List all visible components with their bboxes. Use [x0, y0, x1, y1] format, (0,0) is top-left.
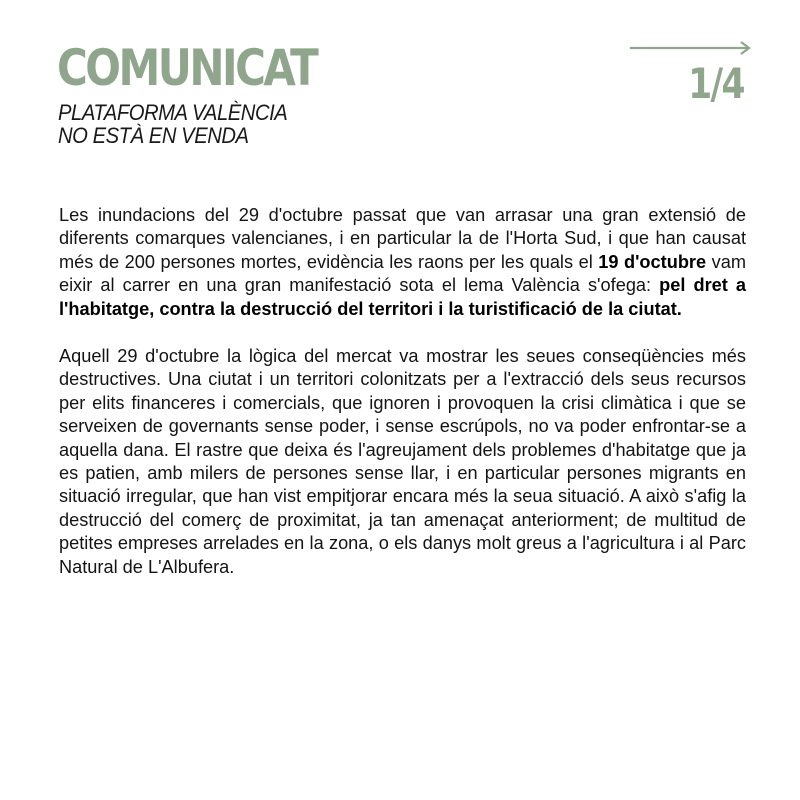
paragraph-1-text-b: vam eixir al carrer en una gran manifestació sota el lema València s'ofega:: [59, 251, 746, 296]
arrow-right-icon: [630, 40, 752, 56]
paragraph-1-bold-date: 19 d'octubre: [598, 251, 707, 272]
paragraph-1: [59, 204, 746, 321]
page-counter: 1/4: [688, 59, 744, 108]
paragraph-1-text-a: Les inundacions del 29 d'octubre passat que van arrasar una gran extensió de diferents comarques valencianes, i en particular la de l'Horta Sud, i que han causat més de 200 persones mortes, evidència les raons per les quals el: [59, 205, 746, 272]
paragraph-1-bold-slogan: pel dret a l'habitatge, contra la destrucció del territori i la turistificació de la ciutat.: [59, 275, 747, 319]
page-title: COMUNICAT: [57, 39, 317, 97]
subtitle-line-1: PLATAFORMA VALÈNCIA: [58, 100, 288, 125]
paragraph-2: Aquell 29 d'octubre la lògica del mercat va mostrar les seues conseqüències més destructives. Una ciutat i un territori colonitzats per a l'extracció dels seus recursos per elits financeres i comercials, que ignoren i provoquen la crisi climàtica i que se serveixen de governants sense poder, i sense escrúpols, no va poder enfrontar-se a aquella dana. El rastre que deixa és l'agreujament dels problemes d'habitatge que ja es patien, amb milers de persones sense llar, i en particular persones migrants en situació irregular, que han vist empitjorar encara més la seua situació. A això s'afig la destrucció del comerç de proximitat, ja tan amenaçat anteriorment; de multitud de petites empreses arrelades en la zona, o els danys molt greus a l'agricultura i al Parc Natural de L'Albufera.: [59, 346, 746, 577]
subtitle-line-2: NO ESTÀ EN VENDA: [58, 123, 249, 148]
body-text: [59, 204, 746, 603]
page-subtitle: [58, 101, 287, 147]
